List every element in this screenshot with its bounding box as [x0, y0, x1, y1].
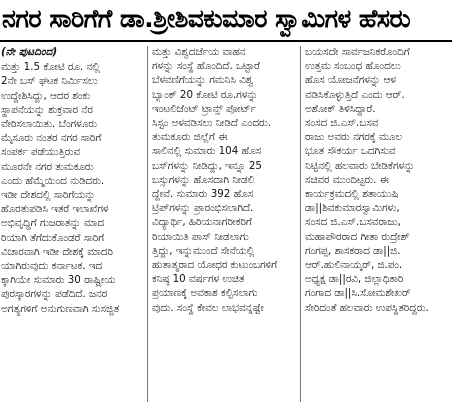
text-line: ಸಿಸ್ಟಂ ಅಳವಡಿಸಲು ನೀಡಿದೆ ಎಂದರು. — [152, 117, 272, 130]
text-line: ಸಚಿವರ ಮುಂದಿಟ್ಟರು. ಈ — [305, 173, 389, 186]
text-line: ಹೊರತುಪಡಿಸಿ ಇತರೆ ಇಲಾಖೆಗಳ — [1, 203, 109, 216]
text-line: ಡಾ||ಶಿವಕುಮಾರಸ್ವಾಮಿಗಳು, — [305, 202, 400, 215]
text-line: ಕ್ಕಾಗಿಯೇ ಸುಮಾರು 30 ರಾಷ್ಟ್ರೀಯ — [1, 274, 116, 287]
text-line: ಸಂಸದ ಜಿ.ಎಸ್.ಬಸವ — [305, 117, 379, 130]
text-line: ಮಹಾಪೌರರಾದ ಗೀತಾ ರುದ್ರೇಶ್ — [305, 230, 410, 243]
text-line: ಹುತಾತ್ಮರಾದ ಯೋಧರ ಕುಟುಂಬಗಳಿಗೆ — [152, 259, 278, 272]
text-line: ಅಭಿವೃದ್ಧಿಗೆ ಗುಜರಾತನ್ನು ಮಾದ — [1, 217, 104, 230]
column-3-text — [305, 45, 451, 315]
text-line: ಮತ್ತು 1.5 ಕೋಟಿ ರೂ. ನಲ್ಲಿ — [1, 61, 100, 74]
column-1-text — [1, 60, 144, 316]
text-line: ವುದು. ಸಂಸ್ಥೆ ಕೇವಲ ಲಾಭವನ್ನಷ್ಟೇ — [152, 301, 264, 314]
text-line: ಗಳನ್ನು ಸಂಸ್ಥೆ ಹೊಂದಿದೆ. ಒಟ್ಟಾರೆ — [152, 60, 260, 73]
text-line: ಮತ್ತು ವಿಶ್ವದರ್ಜೆಯ ವಾಹನ — [152, 46, 246, 58]
text-line: ಪುರಸ್ಕಾರಗಳನ್ನು ಪಡೆದಿದೆ. ಜನರ — [1, 288, 108, 301]
text-line: ಮೈಸೂರು ನಂತರ ನಗರ ಸಾರಿಗೆ — [1, 132, 102, 145]
text-line: ಪ್ರಯಾಣಕ್ಕೆ ಅವಕಾಶ ಕಲ್ಪಿಸಲಾಗು — [152, 287, 258, 300]
column-divider — [300, 46, 301, 402]
text-line: ಭೂತ ಸೌಕರ್ಯ ಒದಗಿಸುವ — [305, 145, 396, 158]
text-line: ಬಸ್ಸುಗಳನ್ನು ಹೊಸದಾಗಿ ನೀಡಲಿ — [152, 173, 255, 186]
text-line: ಮೂರನೇ ನಗರ ತುಮಕೂರು — [1, 160, 94, 173]
text-line: ಅಧ್ಯಕ್ಷ ಡಾ||ರವಿ, ಜಿಲ್ಲಾಧಿಕಾರಿ — [305, 273, 404, 286]
column-divider — [147, 46, 148, 402]
text-line: ತ್ತಿದ್ದು, ಇನ್ನುಮುಂದೆ ಸೇನೆಯಲ್ಲಿ — [152, 244, 255, 257]
text-line: ವೇರಿಸಲಾಯಿತು. ಬೆಂಗಳೂರು — [1, 118, 97, 131]
text-line: ಇಂಟಲಿಜೆಂಟ್ ಟ್ರಾನ್ಸ್ ಪೋರ್ಟ್ — [152, 102, 256, 115]
article-column-3 — [305, 45, 451, 403]
headline: ನಗರ ಸಾರಿಗೆಗೆ ಡಾ.ಶ್ರೀಶಿವಕುಮಾರ ಸ್ವಾಮಿಗಳ ಹೆಸರು — [2, 4, 411, 33]
dateline: (ನೇ ಪುಟದಿಂದ) — [1, 46, 58, 58]
article-column-2 — [152, 45, 297, 403]
text-line: ಯಾಗಿರುವುದು ಕರ್ನಾಟಕ. ಇದ — [1, 260, 103, 273]
text-line: ಉತ್ತಮ ಸಂಬಂಧ ಹೊಂದಲು — [305, 60, 401, 73]
text-line: ಸಂಸದ ಜಿ.ಎಸ್.ಬಸವರಾಜು, — [305, 216, 401, 229]
text-line: ವಿಚಾರವಾಗಿ ಇಡೀ ದೇಶಕ್ಕೆ ಮಾದರಿ — [1, 245, 113, 258]
text-line: ಎಂದು ಹೆಮ್ಮೆಯಿಂದ ನುಡಿದರು. — [1, 174, 105, 187]
text-line: ಸಾಲಿನಲ್ಲಿ ಸುಮಾರು 104 ಹೊಸ — [152, 145, 262, 158]
text-line: ಉದ್ದೇಶಿಸಿದ್ದು, ಆದರ ಶಂಕು — [1, 89, 91, 102]
text-line: ವಡಿಸಿಕೊಳ್ಳುತ್ತಿದೆ ಎಂದು ಆರ್. — [305, 88, 405, 101]
text-line: ಆರ್.ಹುಲಿನಾಯ್ಕರ್, ಜಿ.ಪಂ. — [305, 259, 403, 272]
text-line: ಸೇರಿದಂತೆ ಹಲವಾರು ಉಪಸ್ಥಿತರಿದ್ದರು. — [305, 301, 429, 314]
text-line: ಸ್ಥಾಪನೆಯನ್ನು ಶುಕ್ರವಾರ ನೆರ — [1, 103, 93, 116]
text-line: ಹೊಸ ಯೋಜನೆಗಳನ್ನು ಆಳ — [305, 74, 396, 87]
text-line: ಗಂಗಾದ ಡಾ||ಸಿ.ಸೋಮಶೇಖರ್ — [305, 287, 411, 300]
text-line: ಕಾರ್ಯಕ್ರಮದಲ್ಲಿ ಶತಾಯುಷಿ — [305, 188, 399, 201]
text-line: ಸಂಪರ್ಕ ಪಡೆಯುತ್ತಿರುವ — [1, 146, 81, 159]
text-line: ಬಯಸದೇ ಸಾರ್ವಜನಿಕರೊಂದಿಗೆ — [305, 46, 410, 58]
text-line: ವಿದ್ಯಾರ್ಥಿ, ಹಿರಿಯನಾಗರೀಕರಿಗೆ — [152, 216, 252, 229]
column-2-text — [152, 45, 297, 315]
text-line: ಬೆಳವಣಿಗೆಯನ್ನು ಗಮನಿಸಿ ವಿಶ್ವ — [152, 74, 254, 87]
text-line: ಅಶೋಕ್ ತಿಳಿಸಿದ್ದಾರೆ. — [305, 102, 376, 115]
text-line: ರಿಯಾಯಿತಿ ಪಾಸ್ ನೀಡಲಾಗು — [152, 230, 249, 243]
text-line: ನಿಟ್ಟಿನಲ್ಲಿ ಹಲವಾರು ಬೇಡಿಕೆಗಳನ್ನು — [305, 159, 415, 172]
text-line: 2ನೇ ಬಸ್ ಘಟಕ ನಿರ್ಮಿಸಲು — [1, 75, 98, 88]
text-line: ಇಡೀ ದೇಶದಲ್ಲಿ ಸಾರಿಗೆಯನ್ನು — [1, 189, 96, 202]
text-line: ಬಸ್‌ಗಳನ್ನು ನೀಡಿದ್ದು, ಇನ್ನೂ 25 — [152, 159, 262, 172]
text-line: ಗಂಗಪ್ಪ, ಶಾಸಕರಾದ ಡಾ||ಜಿ. — [305, 244, 401, 257]
text-line: ದ್ದೇವೆ. ಸುಮಾರು 392 ಹೊಸ — [152, 188, 254, 201]
text-line: ತುಮಕೂರು ಜಿಲ್ಲೆಗೆ ಈ — [152, 131, 228, 144]
text-line: ಬ್ಯಾಂಕ್ 20 ಕೋಟಿ ರೂ.ಗಳನ್ನು — [152, 88, 258, 101]
text-line: ಕನಿಷ್ಠ 10 ವರ್ಷಗಳ ಉಚಿತ — [152, 273, 245, 286]
article-column-1 — [1, 45, 144, 403]
headline-rule — [0, 40, 452, 42]
text-line: ರಿಯಾಗಿ ತೆಗೆದುಕೊಂಡರೆ ಸಾರಿಗೆ — [1, 231, 105, 244]
text-line: ರಾಜು ಅವರು ನಗರಕ್ಕೆ ಮೂಲ — [305, 131, 403, 144]
text-line: ಟ್ರಿಪ್‌ಗಳನ್ನು ಪ್ರಾರಂಭಿಸಲಾಗಿದೆ. — [152, 202, 254, 215]
text-line: ಅಗತ್ಯಗಳಿಗೆ ಅನುಗುಣವಾಗಿ ಸುಸಜ್ಜಿತ — [1, 302, 120, 315]
